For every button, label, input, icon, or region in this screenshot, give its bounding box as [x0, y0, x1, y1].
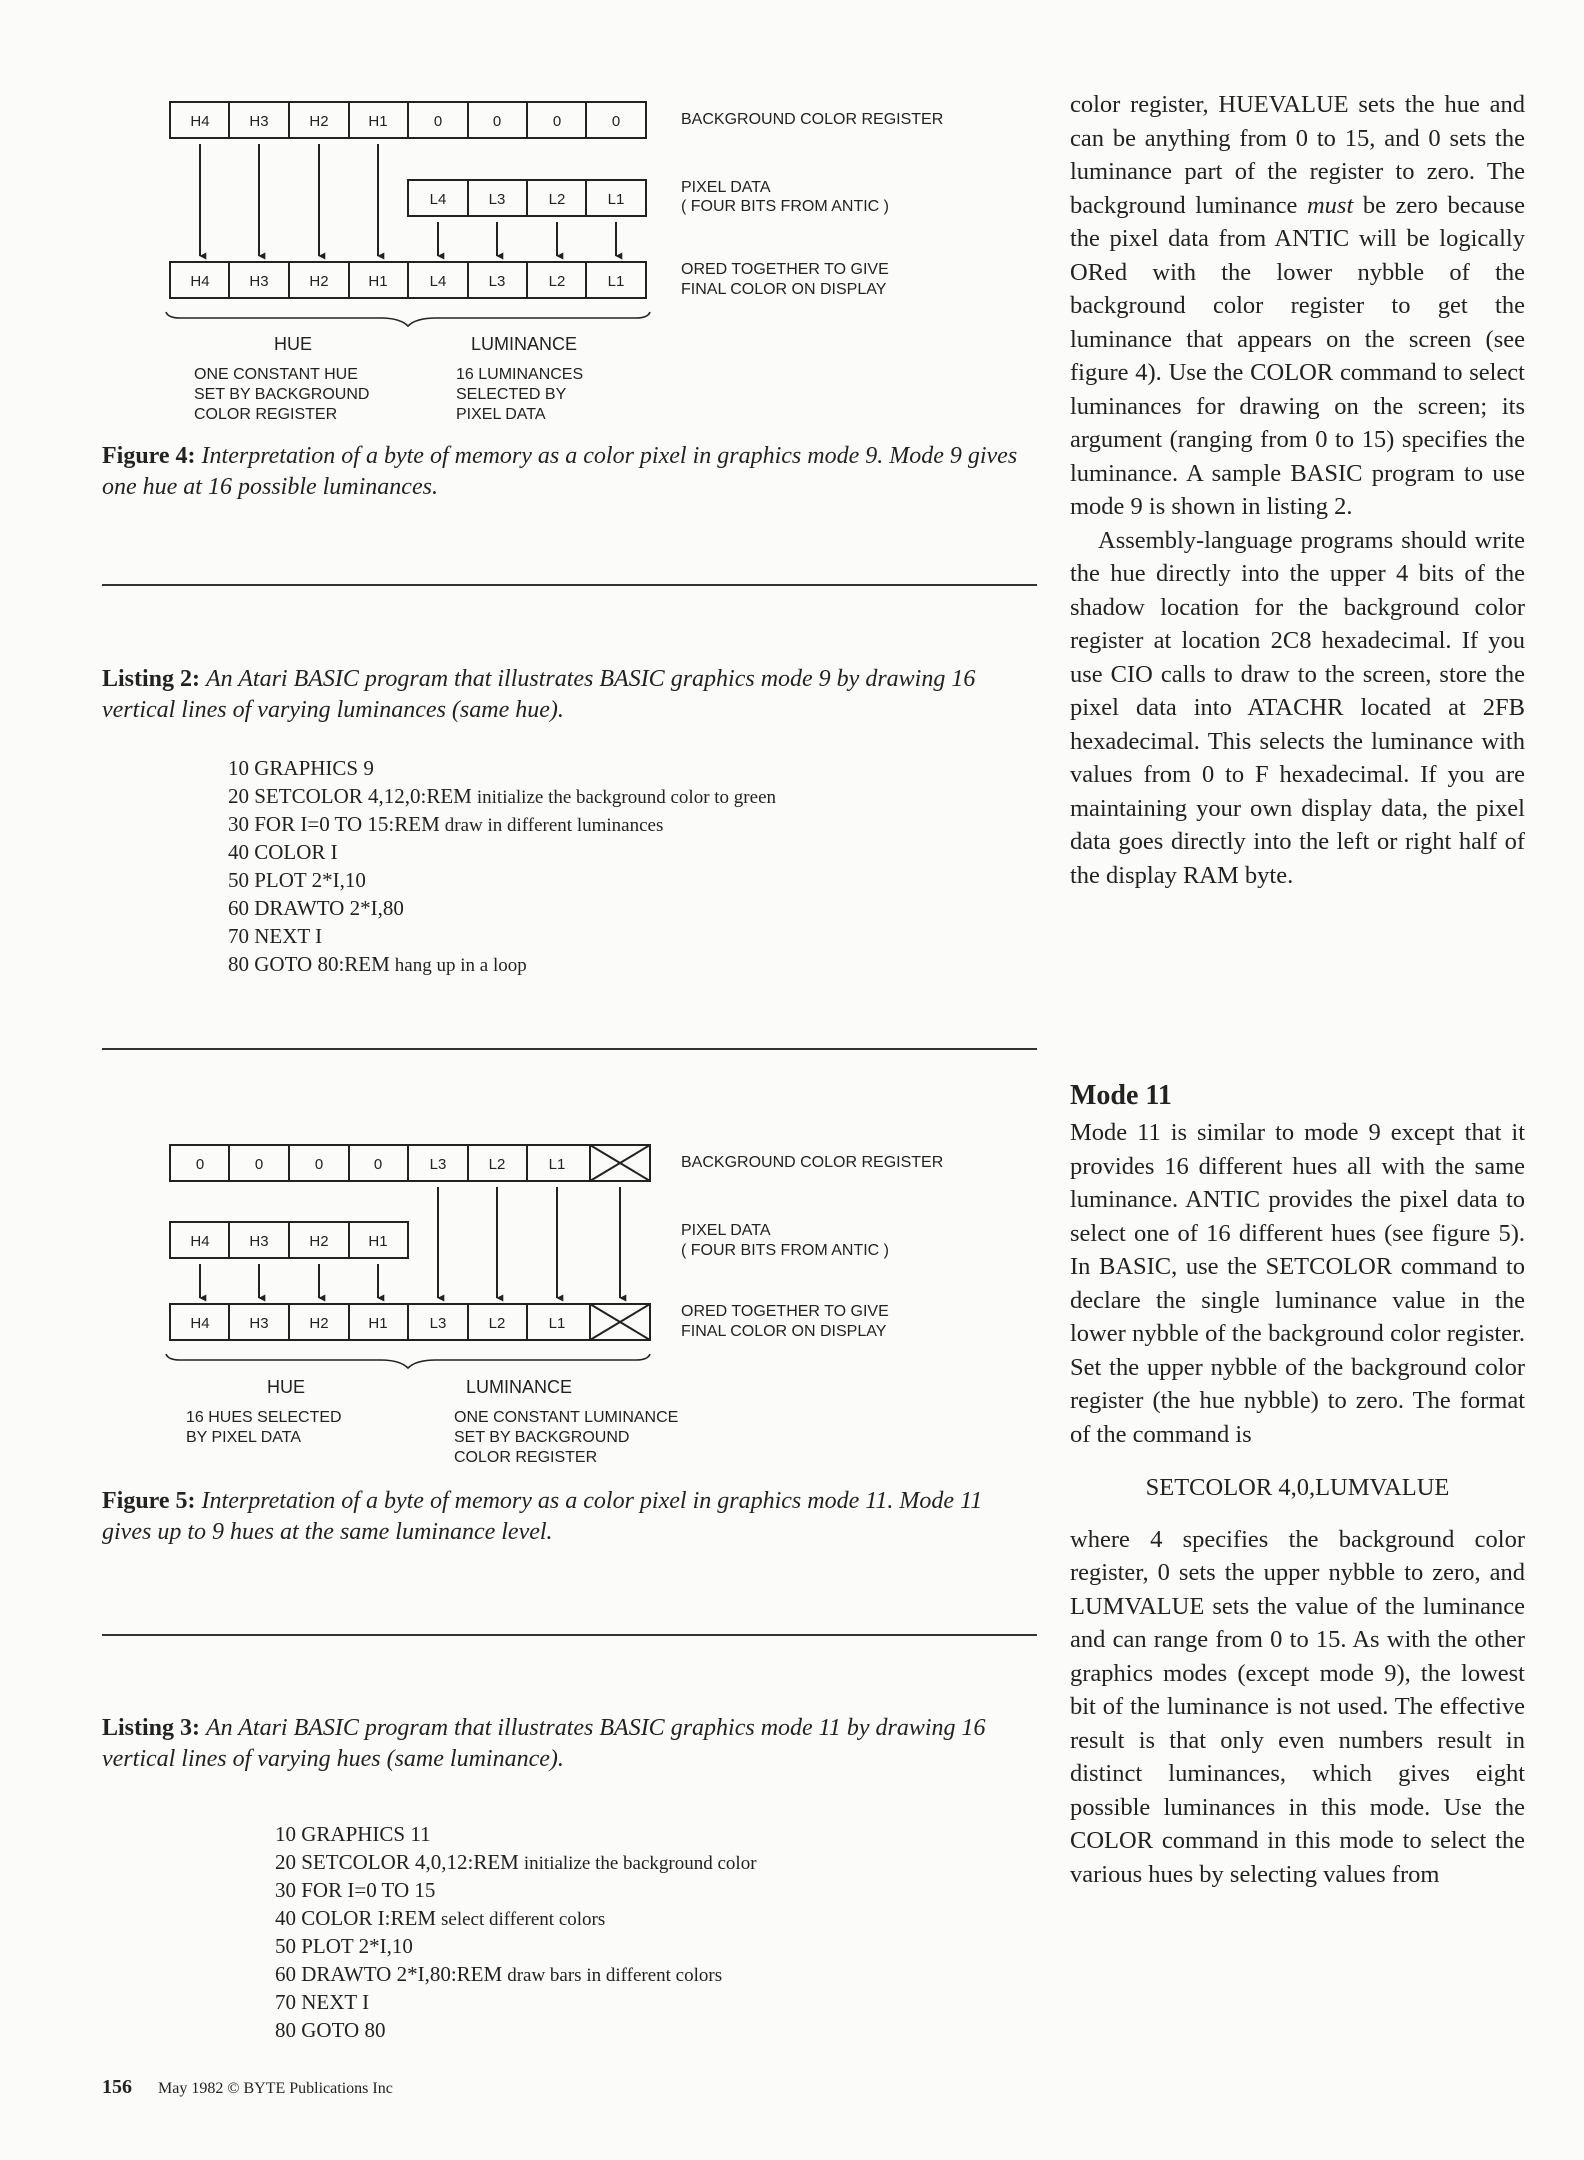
- fig4-hue-label: HUE: [273, 334, 313, 354]
- fig4-top-cell: 0: [433, 113, 443, 130]
- figure-5-caption-label: Figure 5:: [102, 1488, 196, 1514]
- code-line: 20 SETCOLOR 4,12,0:REM initialize the background color to green: [228, 784, 776, 808]
- page-number: 156: [102, 2076, 132, 2098]
- fig5-pixel-cell: H3: [249, 1233, 269, 1250]
- fig5-result-cell: L1: [548, 1315, 566, 1332]
- fig4-right-note: 16 LUMINANCES: [456, 366, 584, 383]
- fig4-right-note: PIXEL DATA: [456, 406, 546, 423]
- body-paragraph: where 4 specifies the background color register, 0 sets the upper nybble to zero, and LUMVALUE sets the value of the luminance and can range from 0 to 15. As with the other graphics modes (except mode 9), the lowest bit of the luminance is not used. The effective result is that only even numbers result in distinct luminances, which gives eight possible luminances in this mode. Use the COLOR command in this mode to select the various hues by selecting values from: [1070, 1525, 1525, 1888]
- code-line: 70 NEXT I: [275, 1990, 370, 2014]
- fig5-right-note: ONE CONSTANT LUMINANCE: [454, 1409, 679, 1426]
- fig4-pixel-cell: L4: [429, 191, 447, 208]
- listing-3-caption-label: Listing 3:: [102, 1715, 201, 1741]
- fig5-pixel-label-1: PIXEL DATA: [681, 1222, 771, 1239]
- fig5-result-cell: L2: [488, 1315, 506, 1332]
- code-line: 70 NEXT I: [228, 924, 323, 948]
- fig4-top-cell: 0: [492, 113, 502, 130]
- fig5-result-cell: L3: [429, 1315, 447, 1332]
- fig4-pixel-label-2: ( FOUR BITS FROM ANTIC ): [681, 198, 889, 215]
- fig4-result-cell: H1: [368, 273, 388, 290]
- fig5-left-note: 16 HUES SELECTED: [186, 1409, 342, 1426]
- fig4-ored-label-1: ORED TOGETHER TO GIVE: [681, 261, 889, 278]
- listing-2-caption: [102, 664, 1037, 726]
- fig4-ored-label-2: FINAL COLOR ON DISPLAY: [681, 281, 887, 298]
- fig4-left-note: ONE CONSTANT HUE: [194, 366, 358, 383]
- code-line: 60 DRAWTO 2*I,80: [228, 896, 404, 920]
- fig4-pixel-label-1: PIXEL DATA: [681, 179, 771, 196]
- body-column-top: [1070, 88, 1525, 892]
- code-line: 80 GOTO 80: [275, 2018, 386, 2042]
- fig5-top-row: [170, 1145, 650, 1181]
- code-line: 10 GRAPHICS 11: [275, 1822, 431, 1846]
- fig4-pixel-cell: L1: [607, 191, 625, 208]
- page-footer: [102, 2076, 393, 2099]
- fig4-result-cell: L1: [607, 273, 625, 290]
- code-line: 40 COLOR I:REM select different colors: [275, 1906, 606, 1930]
- listing-3-caption-text: An Atari BASIC program that illustrates BASIC graphics mode 11 by drawing 16 vertical lines of varying hues (same luminance).: [102, 1715, 986, 1772]
- fig4-brace: [166, 312, 650, 326]
- fig5-ored-label-1: ORED TOGETHER TO GIVE: [681, 1303, 889, 1320]
- fig5-top-cell: 0: [195, 1156, 205, 1173]
- code-line: 60 DRAWTO 2*I,80:REM draw bars in different colors: [275, 1962, 723, 1986]
- fig5-right-note: COLOR REGISTER: [454, 1449, 598, 1466]
- fig5-result-cell: H3: [249, 1315, 269, 1332]
- fig4-luminance-label: LUMINANCE: [470, 334, 578, 354]
- setcolor-command: SETCOLOR 4,0,LUMVALUE: [1145, 1474, 1450, 1501]
- code-line: 30 FOR I=0 TO 15: [275, 1878, 436, 1902]
- fig4-result-cell: L3: [488, 273, 506, 290]
- fig4-right-note: SELECTED BY: [456, 386, 567, 403]
- fig4-result-cell: H2: [309, 273, 329, 290]
- fig5-luminance-label: LUMINANCE: [465, 1377, 573, 1397]
- figure-5-caption: [102, 1486, 1037, 1548]
- fig4-top-cell: H4: [190, 113, 210, 130]
- fig5-ored-label-2: FINAL COLOR ON DISPLAY: [681, 1323, 887, 1340]
- fig5-top-cell: 0: [254, 1156, 264, 1173]
- code-line: 30 FOR I=0 TO 15:REM draw in different luminances: [228, 812, 664, 836]
- fig4-top-cell: 0: [611, 113, 621, 130]
- fig5-result-cell: H1: [368, 1315, 388, 1332]
- fig4-top-cell: H3: [249, 113, 269, 130]
- fig5-left-note: BY PIXEL DATA: [186, 1429, 302, 1446]
- code-line: 10 GRAPHICS 9: [228, 756, 374, 780]
- code-line: 50 PLOT 2*I,10: [228, 868, 366, 892]
- figure-4-caption: [102, 441, 1037, 503]
- figure-4-caption-label: Figure 4:: [102, 443, 196, 469]
- publication-line: May 1982 © BYTE Publications Inc: [158, 2080, 393, 2097]
- fig5-pixel-label-2: ( FOUR BITS FROM ANTIC ): [681, 1242, 889, 1259]
- fig4-result-cell: H3: [249, 273, 269, 290]
- fig5-bg-label: BACKGROUND COLOR REGISTER: [681, 1154, 944, 1171]
- listing-2-caption-text: An Atari BASIC program that illustrates BASIC graphics mode 9 by drawing 16 vertical lines of varying luminances (same hue).: [102, 666, 976, 723]
- fig5-result-cell: H4: [190, 1315, 210, 1332]
- fig4-left-note: SET BY BACKGROUND: [194, 386, 370, 403]
- fig5-top-cell: 0: [314, 1156, 324, 1173]
- fig4-result-cell: L4: [429, 273, 447, 290]
- fig5-result-cell: H2: [309, 1315, 329, 1332]
- fig5-top-cell: 0: [373, 1156, 383, 1173]
- fig5-top-cell: L3: [429, 1156, 447, 1173]
- code-line: 80 GOTO 80:REM hang up in a loop: [228, 952, 527, 976]
- fig4-left-note: COLOR REGISTER: [194, 406, 338, 423]
- code-line: 50 PLOT 2*I,10: [275, 1934, 413, 1958]
- fig4-result-cell: L2: [548, 273, 566, 290]
- fig4-top-cell: H2: [309, 113, 329, 130]
- figure-5: [166, 1145, 650, 1368]
- body-column-bottom: [1070, 1116, 1525, 1891]
- figure-4-caption-text: Interpretation of a byte of memory as a color pixel in graphics mode 9. Mode 9 gives one hue at 16 possible luminances.: [102, 443, 1018, 500]
- divider: [102, 584, 1037, 586]
- listing-3-caption: [102, 1713, 1037, 1775]
- divider: [102, 1048, 1037, 1050]
- body-paragraph: Assembly-language programs should write the hue directly into the upper 4 bits of the shadow location for the background color register at location 2C8 hexadecimal. If you use CIO calls to draw to the screen, store the pixel data into ATACHR located at 2FB hexadecimal. This selects the luminance with values from 0 to F hexadecimal. If you are maintaining your own display data, the pixel data goes directly into the left or right half of the display RAM byte.: [1070, 526, 1525, 889]
- emphasis-must: must: [1306, 191, 1354, 219]
- fig5-right-note: SET BY BACKGROUND: [454, 1429, 630, 1446]
- section-heading: Mode 11: [1070, 1080, 1172, 1111]
- fig5-top-cell: L2: [488, 1156, 506, 1173]
- fig4-bg-label: BACKGROUND COLOR REGISTER: [681, 111, 944, 128]
- listing-2-caption-label: Listing 2:: [102, 666, 201, 692]
- figure-5-caption-text: Interpretation of a byte of memory as a color pixel in graphics mode 11. Mode 11 gives up to 9 hues at the same luminance level.: [102, 1488, 983, 1545]
- code-line: 20 SETCOLOR 4,0,12:REM initialize the background color: [275, 1850, 757, 1874]
- body-paragraph: Mode 11 is similar to mode 9 except that it provides 16 different hues all with the same luminance. ANTIC provides the pixel data to select one of 16 different hues (see figure 5). In BASIC, use the SETCOLOR command to declare the single luminance value in the lower nybble of the background color register. Set the upper nybble of the background color register (the hue nybble) to zero. The format of the command is: [1070, 1119, 1525, 1448]
- fig5-top-cell: L1: [548, 1156, 566, 1173]
- fig5-result-row: [170, 1304, 650, 1340]
- body-paragraph: color register, HUEVALUE sets the hue and can be anything from 0 to 15, and 0 sets the luminance part of the register to zero. The background luminance must be zero because the pixel data from ANTIC will be logically ORed with the lower nybble of the background color register to get the luminance that appears on the screen (see figure 4). Use the COLOR command to select luminances for drawing on the screen; its argument (ranging from 0 to 15) specifies the luminance. A sample BASIC program to use mode 9 is shown in listing 2.: [1070, 91, 1526, 520]
- fig4-result-cell: H4: [190, 273, 210, 290]
- fig5-pixel-cell: H1: [368, 1233, 388, 1250]
- fig5-pixel-cell: H4: [190, 1233, 210, 1250]
- divider: [102, 1634, 1037, 1636]
- fig5-hue-label: HUE: [266, 1377, 306, 1397]
- fig4-pixel-cell: L2: [548, 191, 566, 208]
- fig4-pixel-cell: L3: [488, 191, 506, 208]
- figure-4: [166, 102, 650, 326]
- fig5-pixel-cell: H2: [309, 1233, 329, 1250]
- fig4-top-cell: 0: [552, 113, 562, 130]
- code-line: 40 COLOR I: [228, 840, 338, 864]
- fig5-brace: [166, 1354, 650, 1368]
- fig4-top-cell: H1: [368, 113, 388, 130]
